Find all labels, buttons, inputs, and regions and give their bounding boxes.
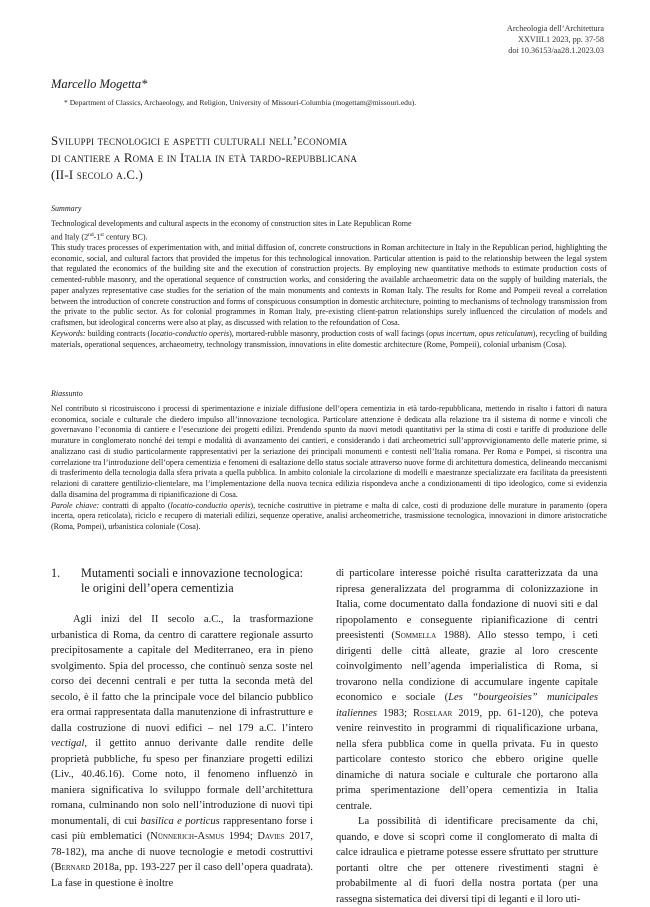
author-affiliation: * Department of Classics, Archaeology, and Religion, University of Missouri-Columbia (mogettam@missouri.edu). (64, 98, 417, 107)
paragraph: di particolare interesse poiché risulta caratterizzata da una ripresa generalizzata del programma di colonizzazione in Italia, come documentato dalla fondazione di nuovi siti e dal ripopolamento e conseguente ripianificazione di centri preesistenti (Sommella 1988). Allo stesso tempo, i ceti dirigenti delle città alleate, grazie al loro crescente coinvolgimento nell’agenda imperialistica di Roma, si trovarono nella condizione di accumulare ingente capitale economico e sociale (Les “bourgeoisies” municipales italiennes 1983; Roselaar 2019, pp. 61-120), che poteva venire reinvestito in programmi di riqualificazione urbana, nella sfera pubblica come in quella privata. Fu in questo particolare contesto storico che ebbero origine quelle dinamiche di natura sociale e culturale che portarono alla prima sperimentazione dell’opera cementizia in Italia centrale. (336, 568, 598, 812)
paragraph: La possibilità di identificare precisamente da chi, quando, e dove si scoprì come il conglomerato di malta di calce idraulica e pietrame potesse essere sfruttato per strutture portanti oltre che per ottenere rivestimenti stagni è probabilmente al di fuori della nostra portata (per una rassegna sistematica dei diversi tipi di leganti e il loro uti- (336, 816, 598, 905)
riassunto-text: Nel contributo si ricostruiscono i processi di sperimentazione e iniziale diffusione dell’opera cementizia in età tardo-repubblicana, mettendo in risalto i fattori di natura economica, sociale e culturale che diedero impulso all’innovazione tecnologica. Particolare attenzione è dedicata alla relazione tra il sistema di norme e vincoli che governavano l’economia di cantiere e l’esecuzione dei progetti edilizi. Prendendo spunto da nuovi metodi quantitativi per la stima di costi e tariffe di produzione delle murature in conglomerato nonché dei tempi e modalità di avanzamento dei cantieri, e considerando i dati archeometrici sull’approvvigionamento delle materie prime, si analizzano casi di studio particolarmente rappresentativi per la seriazione dei principali monumenti e contesti nell’Italia romana. Per Roma e Pompei, si riscontra una correlazione tra l’introduzione dell’opera cementizia e fenomeni di esaltazione dello status sociale attraverso nuove forme di architettura domestica, delineando meccanismi di trasferimento della tecnologia dalla sfera privata a quella pubblica. In ambito coloniale la circolazione di modelli e maestranze specializzate era facilitata da preesistenti relazioni di carattere gentilizio-clientelare, ma l’implementazione della nuova tecnica edilizia rispondeva anche a condizionamenti di tipo ideologico, come si evidenzia dalla disamina del programma di ripianificazione di Cosa. (51, 403, 607, 499)
section-title: Mutamenti sociali e innovazione tecnologica: le origini dell’opera cementizia (81, 566, 304, 595)
doi: doi 10.36153/aa28.1.2023.03 (508, 45, 604, 55)
journal-name: Archeologia dell’Architettura (506, 24, 604, 33)
title-line-3: (II-I secolo a.C.) (51, 168, 144, 182)
paragraph: Agli inizi del II secolo a.C., la trasformazione urbanistica di Roma, da centro di carattere regionale assurto precipitosamente a capitale del Mediterraneo, era in pieno svolgimento. Spia del processo, che continuò senza soste nel corso dei decenni centrali e per tutta la seconda metà del secolo, è il fatto che la principale voce del bilancio pubblico era ormai rappresentata dalla manutenzione di infrastrutture e dalla costruzione di nuovi edifici – nel 179 a.C. l’intero vectigal, il gettito annuo derivante dalle rendite delle proprietà pubbliche, fu speso per finanziare progetti edilizi (Liv., 40.46.16). Come noto, il fenomeno influenzò in maniera significativa lo sviluppo formale dell’architettura romana, culminando non solo nell’introduzione di nuovi tipi monumentali, di cui basilica e porticus rappresentano forse i casi più emblematici (Nünnerich-Asmus 1994; Davies 2017, 78-182), ma anche di nuove tecnologie e metodi costruttivi (Bernard 2018a, pp. 193-227 per il caso dell’opera quadrata). La fase in questione è inoltre (51, 614, 314, 889)
riassunto-block (51, 389, 607, 533)
section-heading (51, 566, 313, 596)
summary-text: This study traces processes of experimentation with, and initial diffusion of, concrete constructions in Roman architecture in Italy in the Republican period, highlighting the economic, social, and cultural factors that provided the impetus for this technological innovation. Particular attention is paid to the relationship between the legal system that regulated the economics of the building site and the execution of construction projects. By employing new quantitative methods to estimate production costs of cemented-rubble masonry, and the operational sequence of construction works, and considering the available archaeometric data on the supply of building materials, the paper analyzes representative case studies for the seriation of the main monuments and contexts in Roman Italy. The results for Rome and Pompeii reveal a correlation between the introduction of concrete construction and forms of conspicuous consumption in domestic architecture, pointing to mechanisms of technology transmission from the private to the public sector. As for colonial programmes in Roman Italy, pre-existing client-patron relationships surely influenced the circulation of models and craftsmen, but ideological concerns were also at play, as discussed with relation to the refoundation of Cosa. (51, 242, 607, 328)
summary-en-title: Technological developments and cultural aspects in the economy of construction sites in Late Republican Rome and Italy (2nd-1st century BC). (51, 218, 412, 242)
running-header (507, 24, 604, 56)
right-column (336, 566, 598, 907)
title-line-1: Sviluppi tecnologici e aspetti culturali nell’economia (51, 134, 348, 148)
summary-block (51, 204, 607, 350)
summary-heading: Summary (51, 204, 82, 213)
riassunto-heading: Riassunto (51, 389, 83, 398)
title-line-2: di cantiere a Roma e in Italia in età tardo-repubblicana (51, 151, 358, 165)
issue-info: XXVIII.1 2023, pp. 37-58 (518, 34, 604, 44)
section-number: 1. (51, 566, 61, 580)
left-column (51, 566, 313, 891)
summary-keywords: Keywords: building contracts (locatio-conductio operis), mortared-rubble masonry, production costs of wall facings (opus incertum, opus reticulatum), recycling of building materials, operational sequences, archaeometry, technology transmission, innovations in elite domestic architecture (Rome, Pompeii), colonial urbanism (Cosa). (51, 328, 608, 349)
article-title (51, 133, 611, 184)
riassunto-keywords: Parole chiave: contratti di appalto (locatio-conductio operis), tecniche costruttive in pietrame e malta di calce, costi di produzione delle murature in paramento (opera incerta, opera reticolata), riciclo e recupero di materiali edilizi, sequenze operative, analisi archeometriche, trasmissione tecnologica, innovazioni in dimore aristocratiche (Roma, Pompei), urbanistica coloniale (Cosa). (51, 500, 608, 531)
author-name: Marcello Mogetta* (51, 77, 148, 91)
